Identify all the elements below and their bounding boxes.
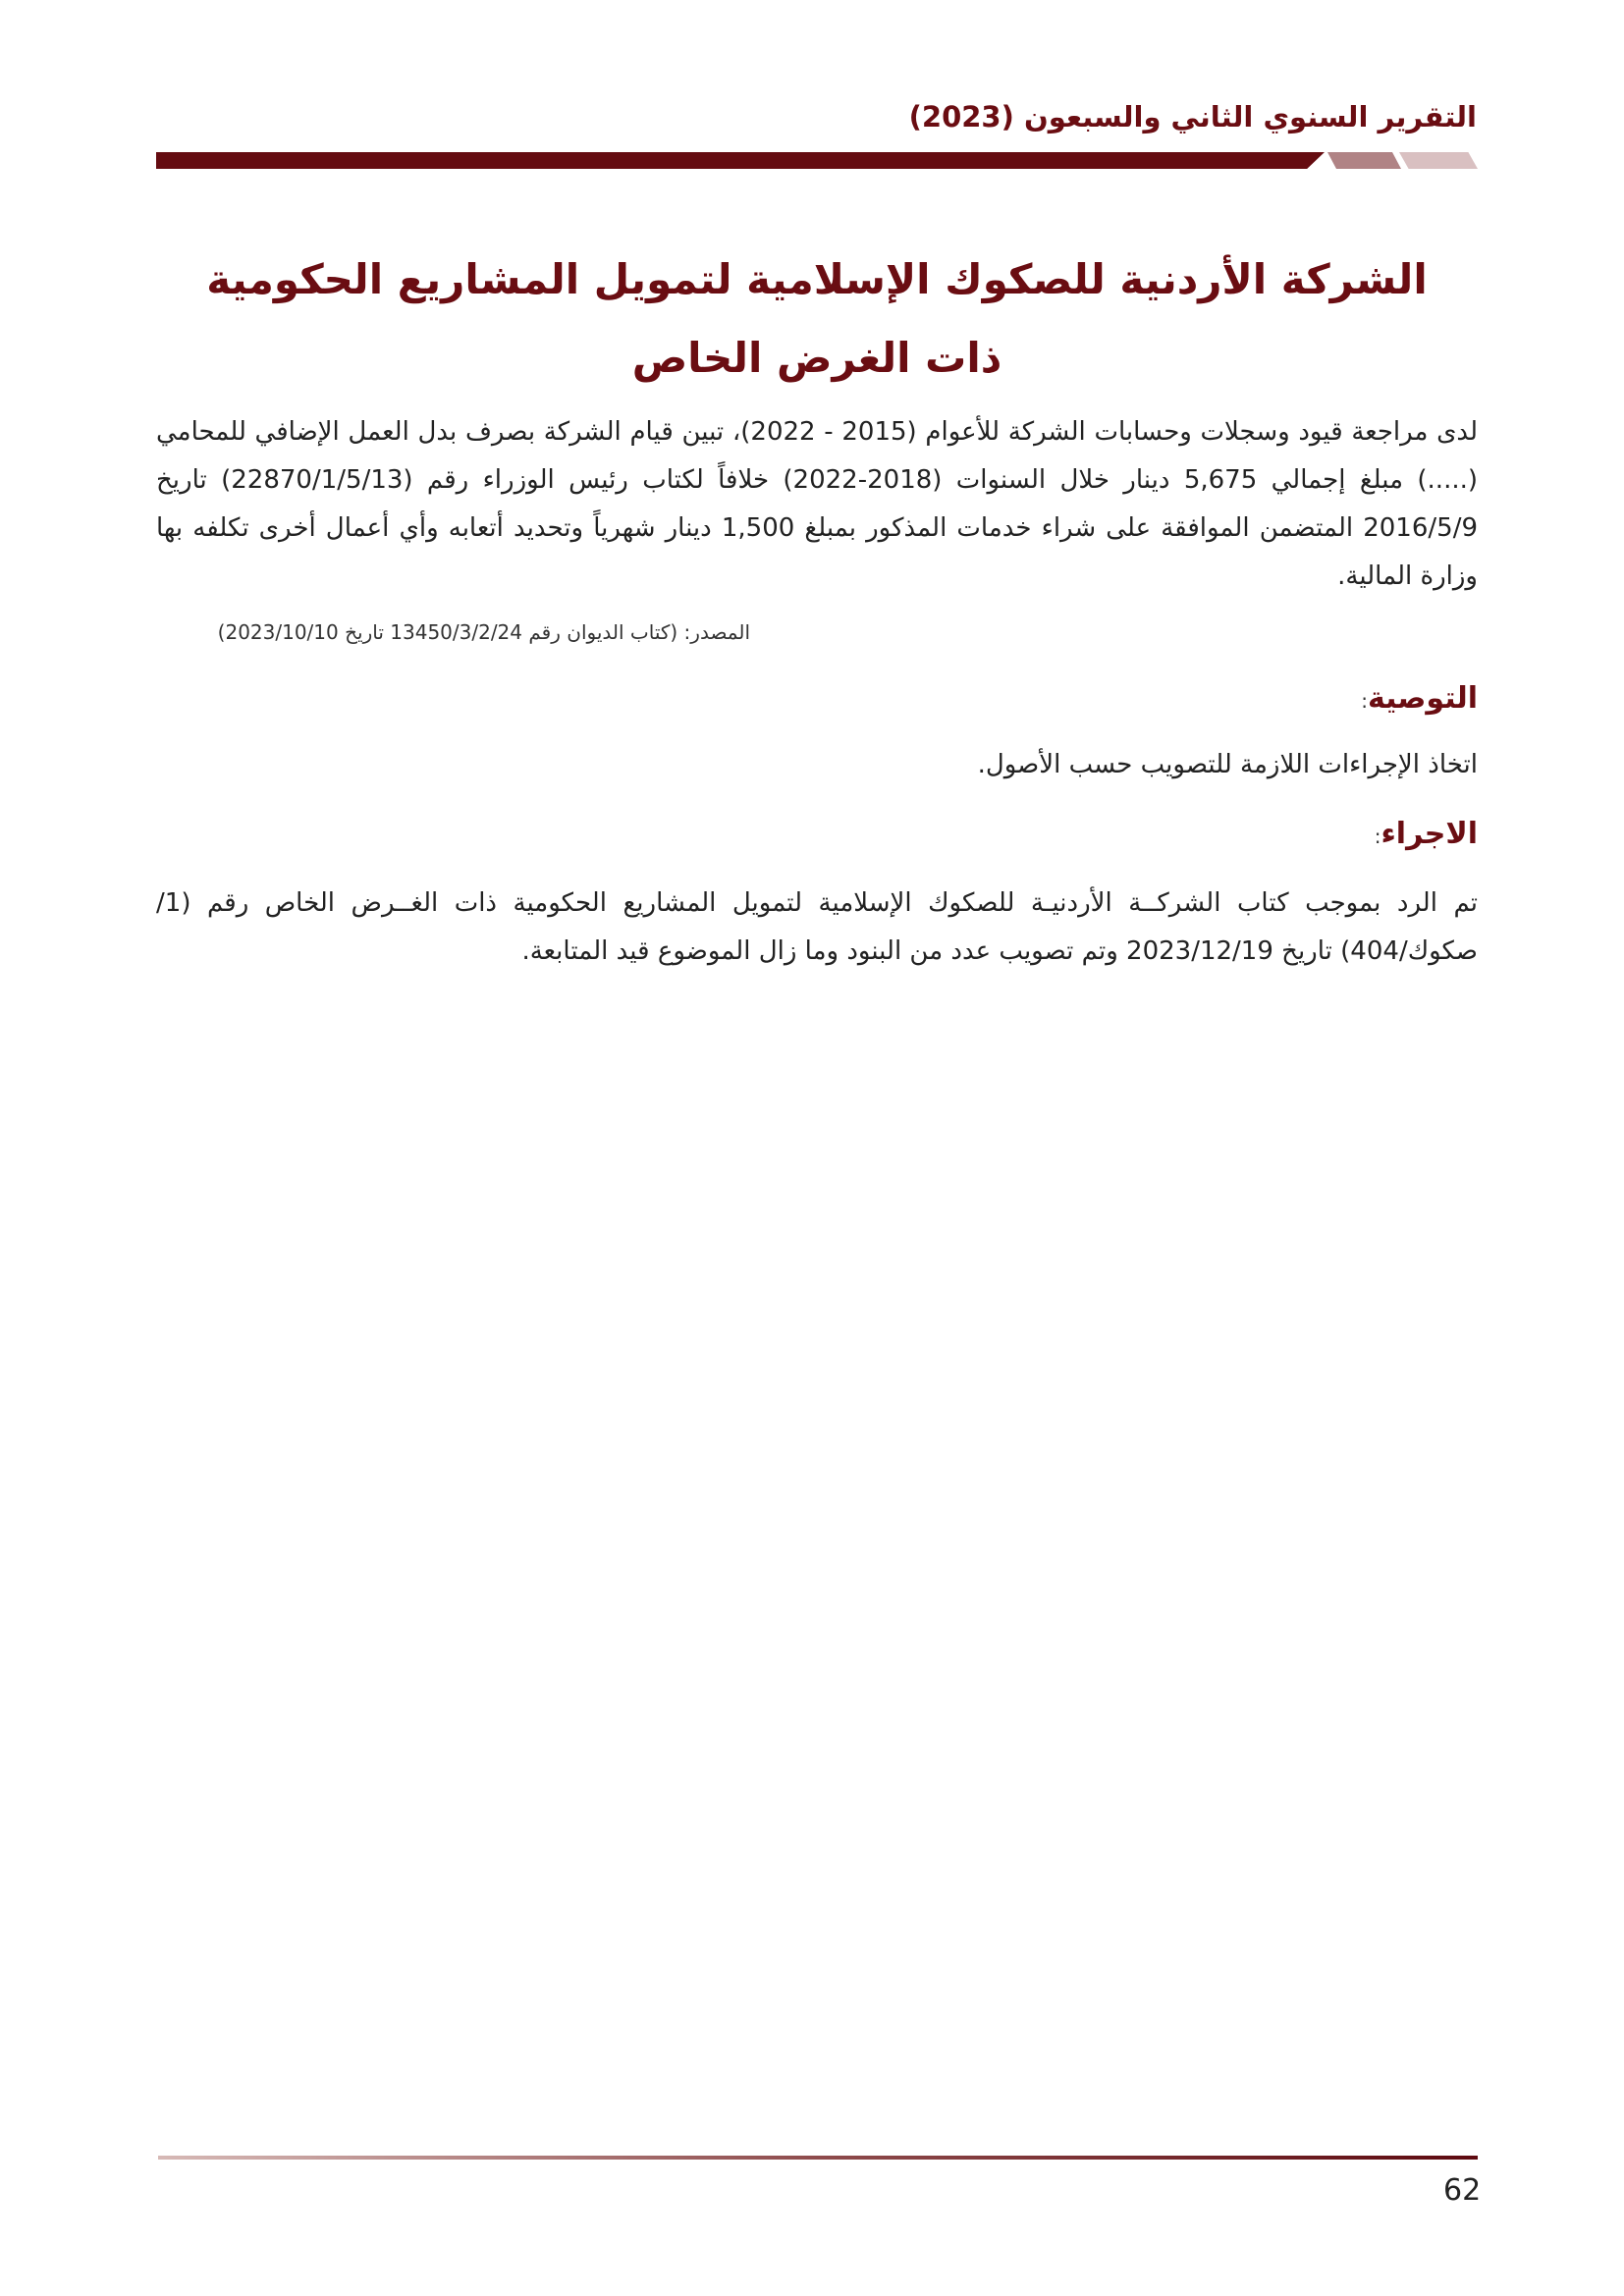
page-number: 62 — [1443, 2173, 1482, 2208]
action-heading-text: الاجراء — [1380, 817, 1478, 851]
section-title — [156, 240, 1478, 398]
header-bar-dark — [156, 152, 1325, 169]
source-note: المصدر: (كتاب الديوان رقم 13450/3/2/24 تاريخ 2023/10/10) — [217, 620, 750, 644]
section-title-line2: ذات الغرض الخاص — [631, 334, 1002, 382]
header-bar-medium — [1327, 152, 1401, 169]
recommendation-heading-text: التوصية — [1367, 681, 1478, 716]
finding-paragraph: لدى مراجعة قيود وسجلات وحسابات الشركة للأعوام (2015 - 2022)، تبين قيام الشركة بصرف بدل العمل الإضافي للمحامي (.....) مبلغ إجمالي 5,675 دينار خلال السنوات (2018-2022) خلافاً لكتاب رئيس الوزراء رقم (22870/1/5/13) تاريخ 2016/5/9 المتضمن الموافقة على شراء خدمات المذكور بمبلغ 1,500 دينار شهرياً وتحديد أتعابه وأي أعمال أخرى تكلفه بها وزارة المالية. — [156, 417, 1479, 591]
footer-divider — [158, 2156, 1478, 2160]
action-paragraph: تم الرد بموجب كتاب الشركــة الأردنيـة للصكوك الإسلامية لتمويل المشاريع الحكومية ذات الغــرض الخاص رقم (1/صكوك/404) تاريخ 2023/12/19 وتم تصويب عدد من البنود وما زال الموضوع قيد المتابعة. — [156, 888, 1478, 966]
section-title-line1: الشركة الأردنية للصكوك الإسلامية لتمويل المشاريع الحكومية — [206, 255, 1428, 303]
recommendation-heading: التوصية: — [1361, 681, 1478, 716]
report-header-title: التقرير السنوي الثاني والسبعون (2023) — [908, 100, 1477, 133]
header-bar-light — [1399, 152, 1478, 169]
action-heading: الاجراء: — [1374, 817, 1478, 851]
recommendation-text: اتخاذ الإجراءات اللازمة للتصويب حسب الأصول. — [977, 750, 1478, 779]
